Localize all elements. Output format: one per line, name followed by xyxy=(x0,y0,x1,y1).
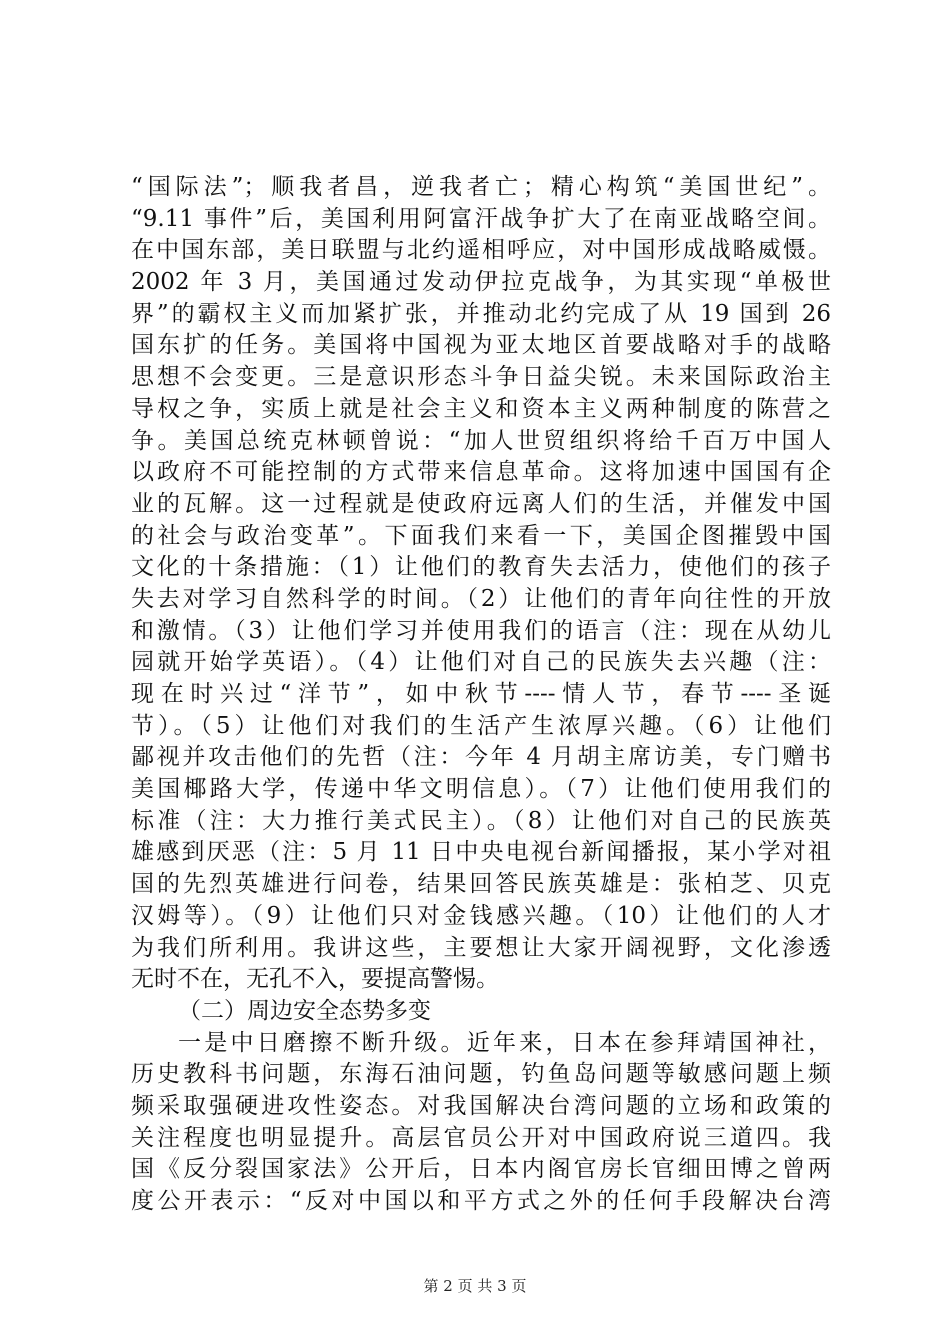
text-line: “9.11 事件”后，美国利用阿富汗战争扩大了在南亚战略空间。 xyxy=(131,205,831,232)
text-line: 导权之争，实质上就是社会主义和资本主义两种制度的陈营之 xyxy=(131,395,831,422)
text-line: 为我们所利用。我讲这些，主要想让大家开阔视野，文化渗透 xyxy=(131,934,831,961)
text-line: 关注程度也明显提升。高层官员公开对中国政府说三道四。我 xyxy=(131,1124,831,1151)
text-line: 界”的霸权主义而加紧扩张，并推动北约完成了从 19 国到 26 xyxy=(131,300,831,327)
text-line: 2002 年 3 月，美国通过发动伊拉克战争，为其实现“单极世 xyxy=(131,269,831,296)
paragraph-end-line: 无时不在，无孔不入，要提高警惕。 xyxy=(131,966,499,993)
text-line: 节）。（5）让他们对我们的生活产生浓厚兴趣。（6）让他们 xyxy=(131,712,831,739)
text-line: 现在时兴过“洋节”，如中秋节----情人节，春节----圣诞 xyxy=(131,681,831,707)
text-line: 雄感到厌恶（注：5 月 11 日中央电视台新闻播报，某小学对祖 xyxy=(131,839,831,866)
text-line: 在中国东部，美日联盟与北约遥相呼应，对中国形成战略威慑。 xyxy=(131,237,831,264)
text-line: 国东扩的任务。美国将中国视为亚太地区首要战略对手的战略 xyxy=(131,332,831,359)
text-line: 思想不会变更。三是意识形态斗争日益尖锐。未来国际政治主 xyxy=(131,364,831,391)
text-line: 失去对学习自然科学的时间。（2）让他们的青年向往性的开放 xyxy=(131,585,831,612)
text-line: 汉姆等）。（9）让他们只对金钱感兴趣。（10）让他们的人才 xyxy=(131,902,831,929)
text-line: 以政府不可能控制的方式带来信息革命。这将加速中国国有企 xyxy=(131,459,831,486)
text-line: 频采取强硬进攻性姿态。对我国解决台湾问题的立场和政策的 xyxy=(131,1092,831,1119)
text-line: 争。美国总统克林顿曾说：“加人世贸组织将给千百万中国人 xyxy=(131,427,831,454)
page-number-footer: 第 2 页 共 3 页 xyxy=(423,1277,527,1295)
text-line: 业的瓦解。这一过程就是使政府远离人们的生活，并催发中国 xyxy=(131,490,831,517)
text-line: 国《反分裂国家法》公开后，日本内阁官房长官细田博之曾两 xyxy=(131,1156,831,1183)
text-line: 文化的十条措施：（1）让他们的教育失去活力，使他们的孩子 xyxy=(131,554,831,581)
section-heading: （二）周边安全态势多变 xyxy=(178,997,431,1024)
document-body xyxy=(131,172,831,1218)
text-line: 标准（注：大力推行美式民主）。（8）让他们对自己的民族英 xyxy=(131,807,831,834)
text-line: 和激情。（3）让他们学习并使用我们的语言（注：现在从幼儿 xyxy=(131,617,831,644)
text-line: 度公开表示：“反对中国以和平方式之外的任何手段解决台湾 xyxy=(131,1188,831,1214)
text-line: 美国椰路大学，传递中华文明信息）。（7）让他们使用我们的 xyxy=(131,776,831,803)
text-line: “国际法”；顺我者昌，逆我者亡；精心构筑“美国世纪”。 xyxy=(131,174,831,200)
text-line: 国的先烈英雄进行问卷，结果回答民族英雄是：张柏芝、贝克 xyxy=(131,871,831,898)
text-line: 历史教科书问题，东海石油问题，钓鱼岛问题等敏感问题上频 xyxy=(131,1061,831,1088)
text-line: 园就开始学英语）。（4）让他们对自己的民族失去兴趣（注： xyxy=(131,649,831,676)
text-line: 的社会与政治变革”。下面我们来看一下，美国企图摧毁中国 xyxy=(131,522,831,549)
text-line: 鄙视并攻击他们的先哲（注：今年 4 月胡主席访美，专门赠书 xyxy=(131,744,831,771)
paragraph-first-line: 一是中日磨擦不断升级。近年来，日本在参拜靖国神社， xyxy=(178,1029,831,1056)
